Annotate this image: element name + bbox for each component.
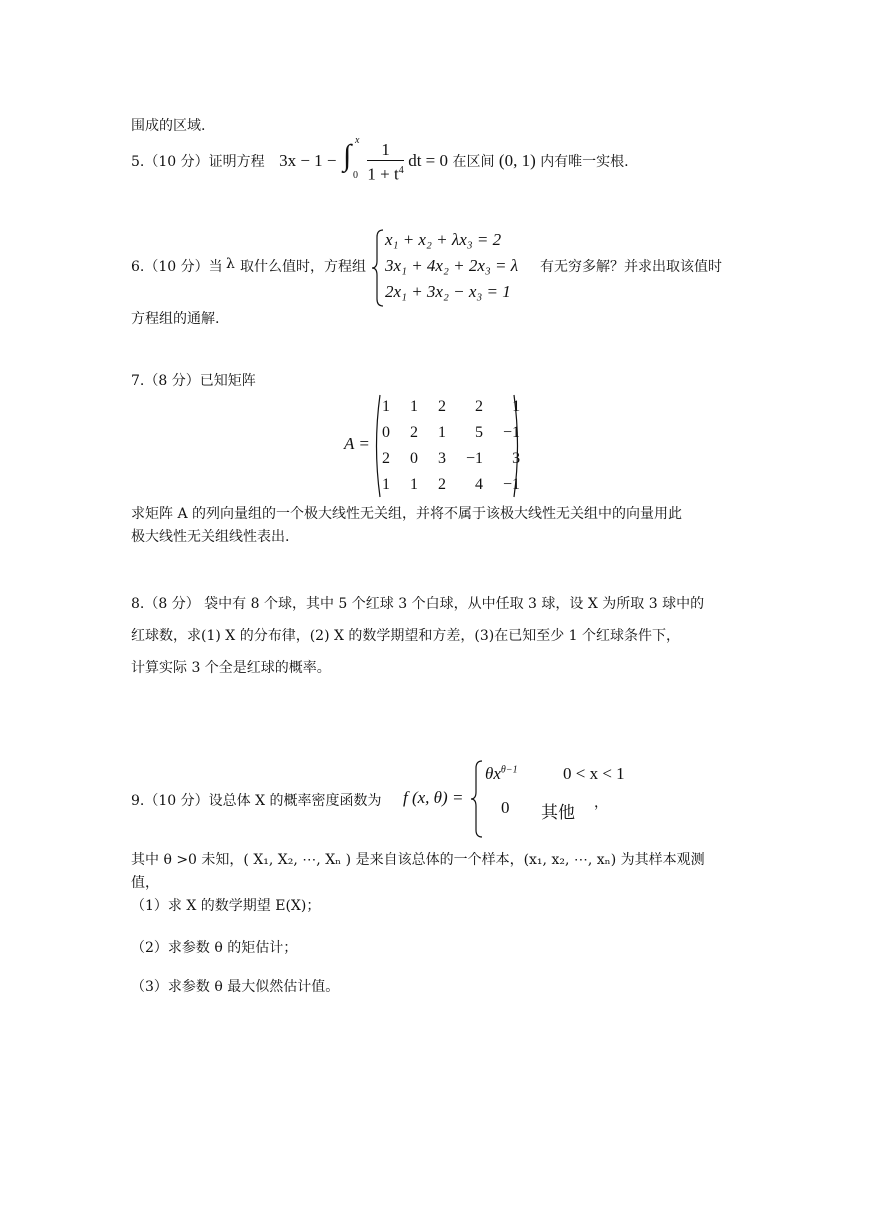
q9-case1 (485, 764, 518, 784)
q5-eq-left: 3x − 1 − (279, 151, 337, 170)
q5-label: 5.（10 分）证明方程 (131, 154, 265, 170)
integral-sign: ∫ x 0 (342, 135, 360, 181)
q9-case-tail: ， (594, 795, 608, 811)
q7-matrix (372, 394, 530, 498)
q6-eq2: 3x₁ + 4x₂ + 2x₃ = λ (385, 256, 519, 275)
matrix-cell: 2 (410, 424, 418, 441)
q9-case2-cond: 其他 (541, 803, 575, 823)
q6-line2: 方程组的通解. (131, 311, 220, 327)
q6-text-mid: 取什么值时，方程组 (240, 259, 366, 275)
question-5 (131, 135, 629, 184)
matrix-cell: 3 (512, 450, 521, 467)
q9-case1-expr: θx (485, 764, 501, 783)
q5-text-end: 内有唯一实根. (540, 154, 629, 170)
matrix-cell: −1 (503, 476, 521, 493)
matrix-cell: 1 (410, 476, 418, 493)
q9-sub1: （1）求 X 的数学期望 E(X)； (131, 898, 321, 914)
q9-case1-exp: θ−1 (500, 764, 518, 776)
matrix-cell: 0 (382, 424, 390, 441)
matrix-cell: 1 (382, 476, 390, 493)
q8-line2: 红球数，求(1) X 的分布律，(2) X 的数学期望和方差，(3)在已知至少 1 个红球条件下， (131, 628, 681, 644)
right-paren-icon (512, 394, 522, 498)
matrix-cell: 1 (382, 398, 390, 415)
int-upper: x (354, 135, 360, 146)
q9-line3: 值， (131, 875, 159, 891)
matrix-row (372, 446, 530, 472)
q7-matrix-name: A = (344, 434, 370, 453)
matrix-cell: 0 (410, 450, 418, 467)
q5-frac-den-exp: 4 (398, 164, 404, 176)
q9-sub2: （2）求参数 θ 的矩估计； (131, 940, 298, 956)
matrix-row (372, 420, 530, 446)
q5-frac-den: 1 + t (367, 164, 399, 184)
left-brace-icon (470, 760, 484, 838)
q5-text-after: 在区间 (452, 154, 495, 170)
left-brace-icon (371, 229, 385, 307)
matrix-cell: 2 (438, 476, 446, 493)
matrix-cell: 4 (475, 476, 484, 493)
q5-interval: (0, 1) (498, 151, 536, 170)
matrix-cell: 5 (475, 424, 484, 441)
matrix-cell: 1 (438, 424, 446, 441)
q9-case1-cond: 0 < x < 1 (563, 764, 625, 783)
q6-equation-system (385, 227, 518, 305)
q9-label: 9.（10 分）设总体 X 的概率密度函数为 (131, 793, 382, 809)
matrix-cell: 3 (438, 450, 446, 467)
matrix-cell: 2 (382, 450, 390, 467)
matrix-cell: 1 (410, 398, 418, 415)
matrix-cell: −1 (503, 424, 521, 441)
q7-line2: 极大线性无关组线性表出. (131, 529, 290, 545)
q8-line3: 计算实际 3 个全是红球的概率。 (131, 660, 331, 676)
matrix-row (372, 394, 530, 420)
matrix-cell: 1 (512, 398, 521, 415)
q9-sub3: （3）求参数 θ 最大似然估计值。 (131, 979, 340, 995)
matrix-row (372, 472, 530, 498)
q6-lambda: λ (226, 256, 235, 272)
q5-frac-num: 1 (367, 140, 403, 161)
q6-eq3: 2x₁ + 3x₂ − x₃ = 1 (385, 282, 511, 301)
q6-label: 6.（10 分）当 (131, 259, 223, 275)
continued-line: 围成的区域. (131, 118, 206, 134)
matrix-cell: 2 (438, 398, 446, 415)
q6-eq1: x₁ + x₂ + λx₃ = 2 (385, 230, 502, 249)
q5-fraction (367, 140, 403, 185)
q9-line2: 其中 θ >0 未知，( X₁, X₂, ⋯, Xₙ ) 是来自该总体的一个样本，(x₁, x₂, ⋯, xₙ) 为其样本观测 (131, 852, 705, 868)
q9-fx: f (x, θ) = (403, 788, 464, 807)
q6-text-after: 有无穷多解？并求出取该值时 (540, 259, 722, 275)
q5-eq-right: dt = 0 (408, 151, 448, 170)
q8-line1: 8.（8 分） 袋中有 8 个球，其中 5 个红球 3 个白球，从中任取 3 球，设 X 为所取 3 球中的 (131, 596, 705, 612)
q7-label: 7.（8 分）已知矩阵 (131, 373, 256, 389)
q9-case2-expr: 0 (501, 798, 510, 817)
int-lower: 0 (352, 170, 358, 181)
matrix-cell: 2 (475, 398, 484, 415)
q7-line1: 求矩阵 A 的列向量组的一个极大线性无关组，并将不属于该极大线性无关组中的向量用此 (131, 506, 683, 522)
matrix-cell: −1 (466, 450, 484, 467)
